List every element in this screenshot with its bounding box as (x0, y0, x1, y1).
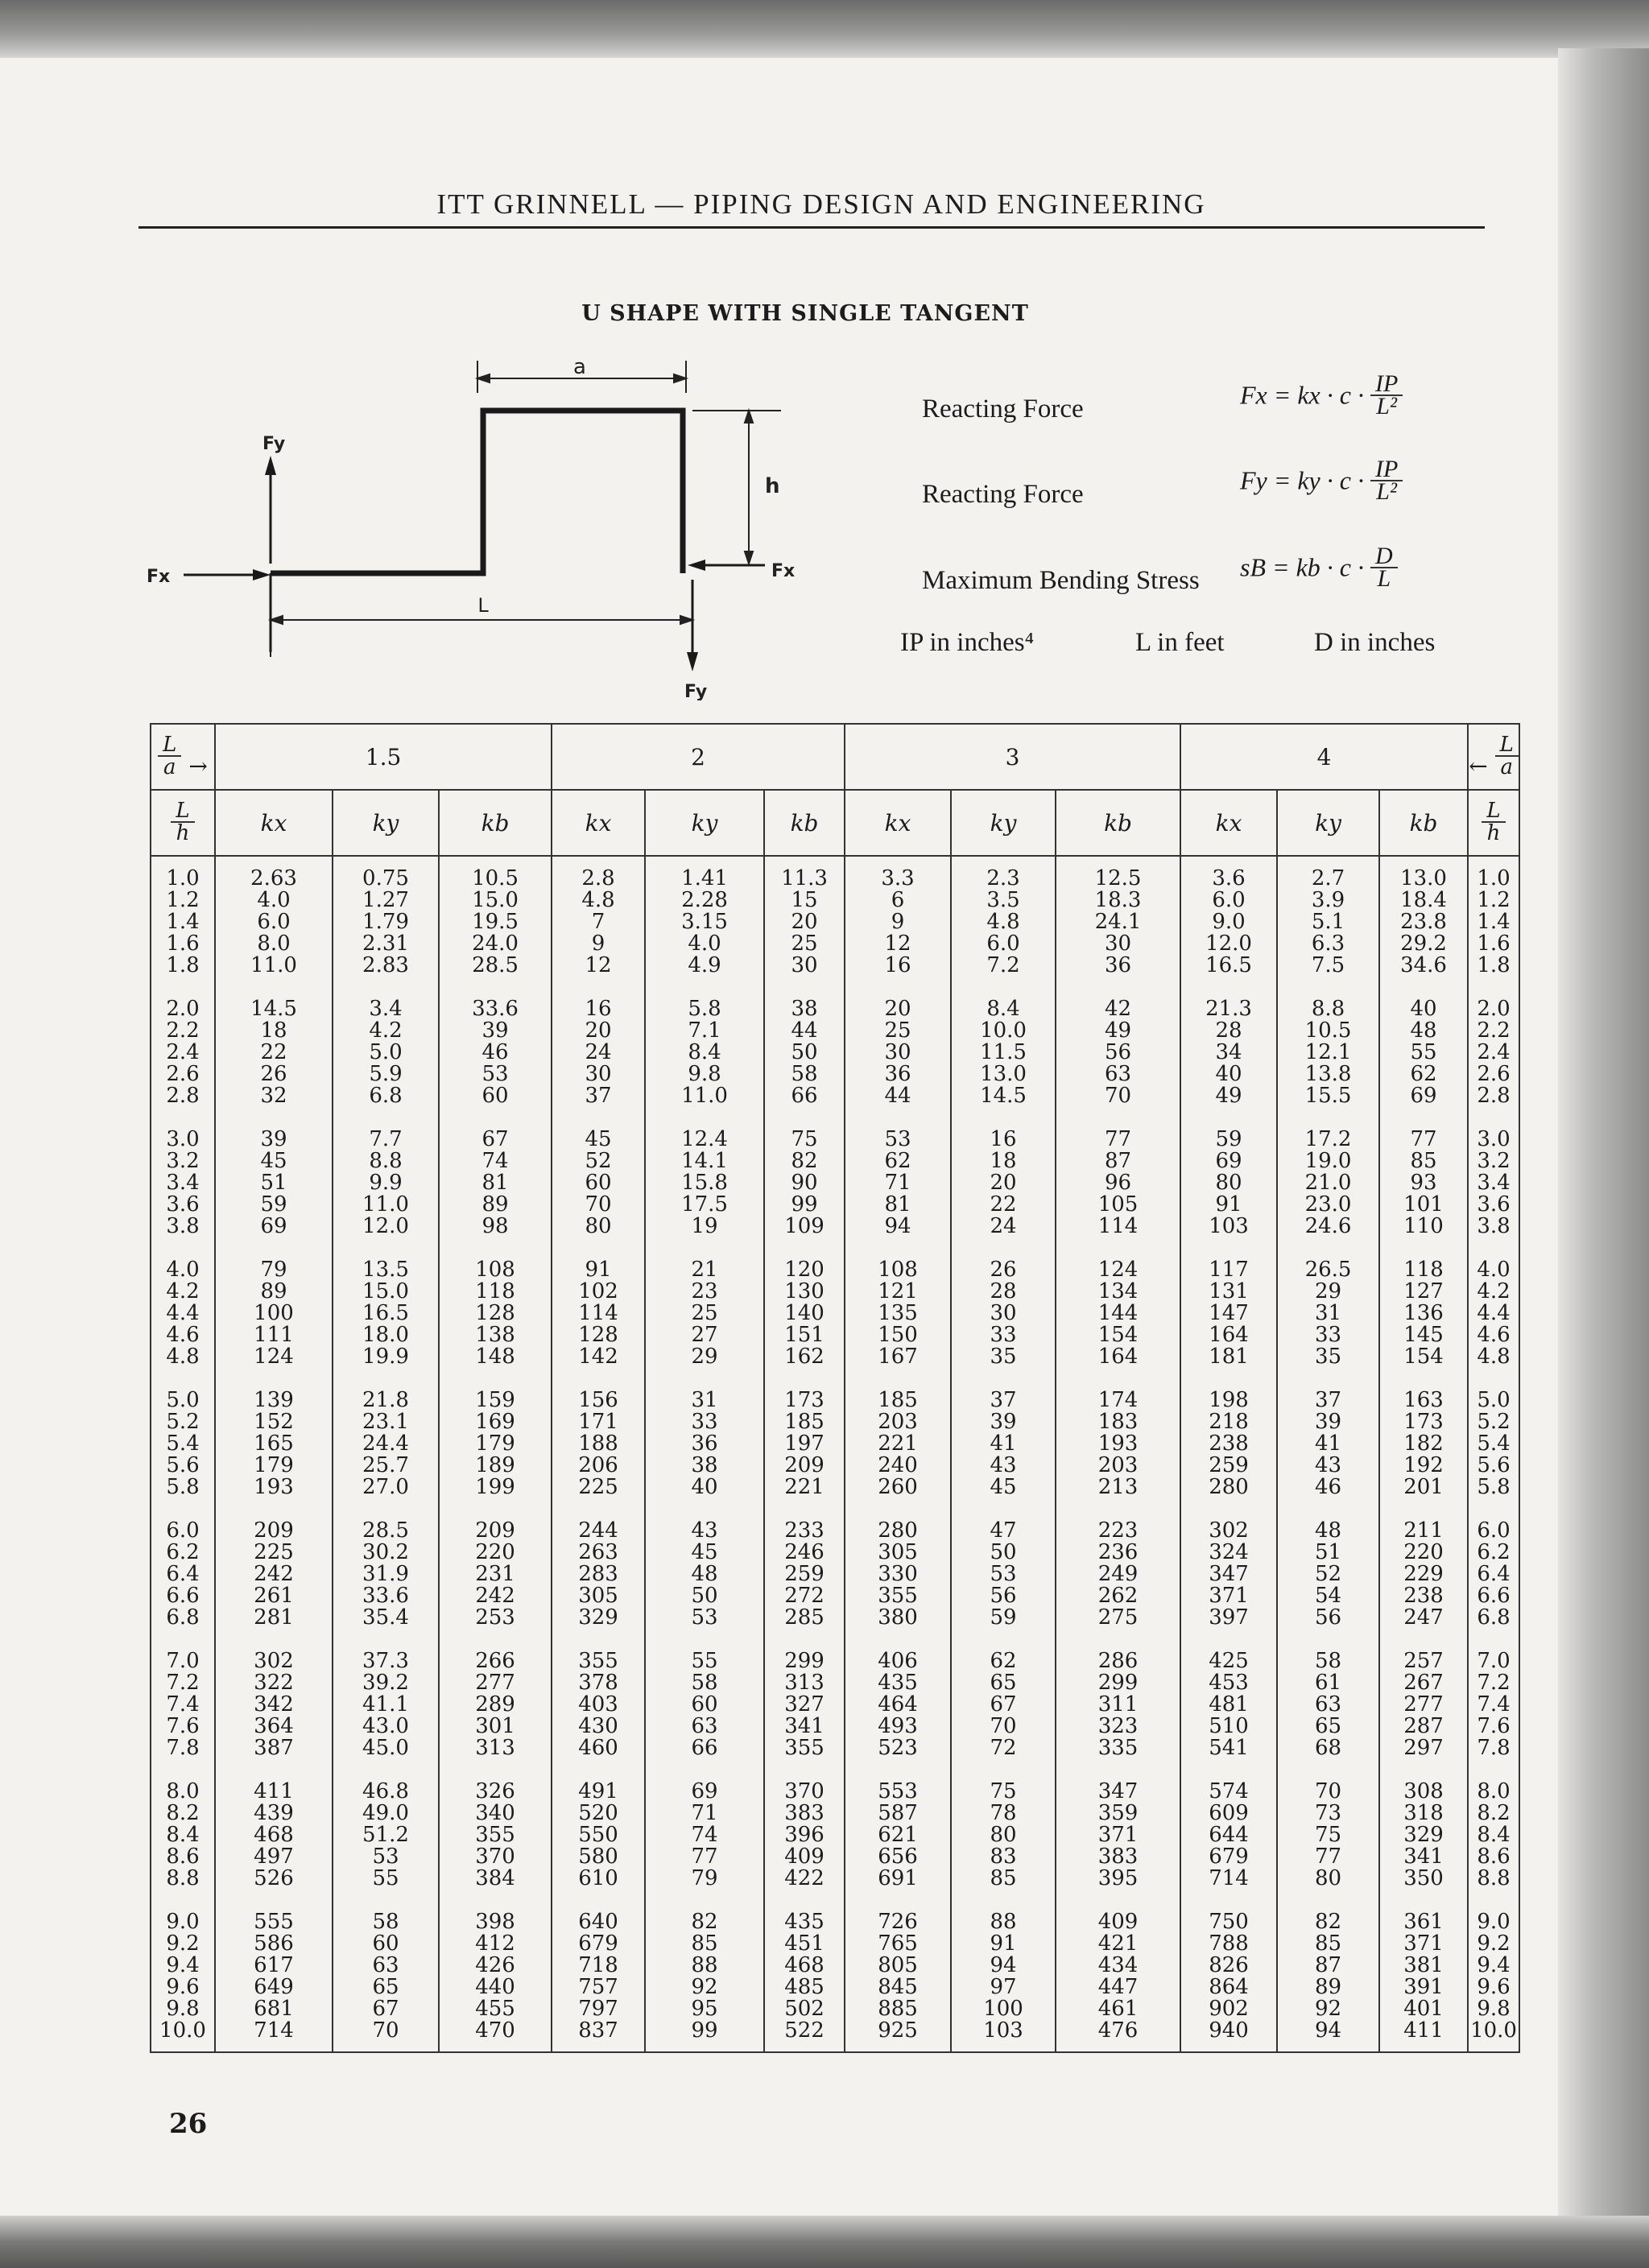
value-group: 4.0 4.2 4.4 4.6 4.8 (1477, 1258, 1511, 1369)
value-group: 8.8 10.5 12.1 13.8 15.5 (1304, 997, 1352, 1108)
value-group: 42 49 56 63 70 (1104, 997, 1132, 1108)
value-group: 370 383 396 409 422 (784, 1779, 824, 1890)
col-head-ky: ky (333, 790, 439, 856)
group-header-4: 4 (1180, 724, 1468, 790)
value-group: 45 52 60 70 80 (585, 1127, 612, 1238)
unit-ip: IP in inches⁴ (900, 628, 1035, 657)
value-group: 77 85 93 101 110 (1403, 1127, 1444, 1238)
value-group: 70 73 75 77 80 (1314, 1779, 1342, 1890)
value-group: 6.0 6.2 6.4 6.6 6.8 (166, 1518, 200, 1630)
data-column (1056, 856, 1180, 2052)
value-group: 38 44 50 58 66 (791, 997, 818, 1108)
force-fx-right-label: Fx (771, 561, 796, 581)
value-group: 79 89 100 111 124 (254, 1258, 294, 1369)
value-group: 159 169 179 189 199 (475, 1388, 515, 1499)
col-head-kx: kx (215, 790, 333, 856)
value-group: 726 765 805 845 885 925 (878, 1910, 918, 2043)
value-group: 9.0 9.2 9.4 9.6 9.8 10.0 (1470, 1910, 1517, 2043)
header-rule (138, 226, 1485, 229)
data-column (845, 856, 951, 2052)
value-group: 286 299 311 323 335 (1097, 1649, 1139, 1760)
value-group: 156 171 188 206 225 (578, 1388, 618, 1499)
value-group: 7.7 8.8 9.9 11.0 12.0 (362, 1127, 409, 1238)
value-group: 2.3 3.5 4.8 6.0 7.2 (986, 866, 1020, 977)
value-group: 244 263 283 305 329 (578, 1518, 618, 1630)
page-number: 26 (169, 2108, 208, 2140)
value-group: 139 152 165 179 193 (254, 1388, 294, 1499)
value-group: 209 220 231 242 253 (475, 1518, 515, 1630)
value-group: 17.2 19.0 21.0 23.0 24.6 (1304, 1127, 1352, 1238)
value-group: 7.0 7.2 7.4 7.6 7.8 (166, 1649, 200, 1760)
value-group: 198 218 238 259 280 (1209, 1388, 1249, 1499)
data-column (1277, 856, 1379, 2052)
value-group: 59 69 80 91 103 (1209, 1127, 1249, 1238)
value-group: 3.0 3.2 3.4 3.6 3.8 (166, 1127, 200, 1238)
value-group: 82 85 87 89 92 94 (1314, 1910, 1342, 2043)
value-group: 13.5 15.0 16.5 18.0 19.9 (362, 1258, 409, 1369)
value-group: 3.0 3.2 3.4 3.6 3.8 (1477, 1127, 1511, 1238)
value-group: 26.5 29 31 33 35 (1304, 1258, 1352, 1369)
value-group: 5.0 5.2 5.4 5.6 5.8 (1477, 1388, 1511, 1499)
data-column (333, 856, 439, 2052)
value-group: 26 28 30 33 35 (990, 1258, 1017, 1369)
value-group: 124 134 144 154 164 (1097, 1258, 1139, 1369)
dim-a-label: a (573, 355, 586, 379)
col-head-kb: kb (1379, 790, 1468, 856)
value-group: 425 453 481 510 541 (1209, 1649, 1249, 1760)
value-group: 31 33 36 38 40 (691, 1388, 718, 1499)
value-group: 1.41 2.28 3.15 4.0 4.9 (681, 866, 728, 977)
figure-title: U SHAPE WITH SINGLE TANGENT (581, 301, 1029, 326)
value-group: 326 340 355 370 384 (475, 1779, 515, 1890)
value-group: 435 451 468 485 502 522 (784, 1910, 824, 2043)
table-body (151, 856, 1519, 2052)
col-head-kb: kb (1056, 790, 1180, 856)
value-group: 28.5 30.2 31.9 33.6 35.4 (362, 1518, 409, 1630)
value-group: 5.0 5.2 5.4 5.6 5.8 (166, 1388, 200, 1499)
value-group: 58 61 63 65 68 (1314, 1649, 1342, 1760)
value-group: 211 220 229 238 247 (1403, 1518, 1444, 1630)
col-head-ky: ky (1277, 790, 1379, 856)
value-group: 302 322 342 364 387 (254, 1649, 294, 1760)
value-group: 55 58 60 63 66 (691, 1649, 718, 1760)
coefficient-table (150, 723, 1520, 2053)
value-group: 37 39 41 43 46 (1314, 1388, 1342, 1499)
value-group: 120 130 140 151 162 (784, 1258, 824, 1369)
data-column (645, 856, 764, 2052)
value-group: 2.8 4.8 7 9 12 (581, 866, 615, 977)
value-group: 21.8 23.1 24.4 25.7 27.0 (362, 1388, 409, 1499)
value-group: 409 421 434 447 461 476 (1097, 1910, 1139, 2043)
value-group: 39 45 51 59 69 (260, 1127, 287, 1238)
value-group: 67 74 81 89 98 (481, 1127, 509, 1238)
value-group: 91 102 114 128 142 (578, 1258, 618, 1369)
value-group: 21 23 25 27 29 (691, 1258, 718, 1369)
value-group: 14.5 18 22 26 32 (250, 997, 297, 1108)
lh-column (151, 856, 215, 2052)
value-group: 299 313 327 341 355 (784, 1649, 824, 1760)
corner-l-over-a-right: ← $\frac{L}{a}$ (1468, 724, 1519, 790)
value-group: 174 183 193 203 213 (1097, 1388, 1139, 1499)
value-group: 0.75 1.27 1.79 2.31 2.83 (362, 866, 409, 977)
value-group: 11.3 15 20 25 30 (781, 866, 828, 977)
unit-l: L in feet (1135, 628, 1225, 657)
formula-fx-label: Reacting Force (922, 395, 1084, 423)
lh-column-right (1468, 856, 1519, 2052)
col-head-kx: kx (1180, 790, 1277, 856)
value-group: 355 378 403 430 460 (578, 1649, 618, 1760)
value-group: 750 788 826 864 902 940 (1209, 1910, 1249, 2043)
formula-fy-label: Reacting Force (922, 480, 1084, 509)
value-group: 574 609 644 679 714 (1209, 1779, 1249, 1890)
value-group: 266 277 289 301 313 (475, 1649, 515, 1760)
value-group: 47 50 53 56 59 (990, 1518, 1017, 1630)
value-group: 77 87 96 105 114 (1097, 1127, 1139, 1238)
value-group: 62 65 67 70 72 (990, 1649, 1017, 1760)
corner-l-over-a: $\frac{L}{a}$ → (151, 724, 215, 790)
value-group: 3.4 4.2 5.0 5.9 6.8 (369, 997, 403, 1108)
value-group: 75 78 80 83 85 (990, 1779, 1017, 1890)
scan-top-edge (0, 0, 1649, 56)
value-group: 16 18 20 22 24 (990, 1127, 1017, 1238)
value-group: 16 20 24 30 37 (585, 997, 612, 1108)
value-group: 6.0 6.2 6.4 6.6 6.8 (1477, 1518, 1511, 1630)
value-group: 302 324 347 371 397 (1209, 1518, 1249, 1630)
value-group: 209 225 242 261 281 (254, 1518, 294, 1630)
value-group: 8.0 8.2 8.4 8.6 8.8 (166, 1779, 200, 1890)
formula-sb: sB = kb · c · $\frac{D}{L}$ (1240, 546, 1398, 589)
data-column (951, 856, 1056, 2052)
value-group: 640 679 718 757 797 837 (578, 1910, 618, 2043)
value-group: 2.7 3.9 5.1 6.3 7.5 (1311, 866, 1345, 977)
formula-fx: Fx = kx · c · $\frac{IP}{\text{L²}}$ (1240, 374, 1403, 417)
value-group: 2.0 2.2 2.4 2.6 2.8 (166, 997, 200, 1108)
col-head-kx: kx (552, 790, 645, 856)
value-group: 88 91 94 97 100 103 (983, 1910, 1023, 2043)
value-group: 5.8 7.1 8.4 9.8 11.0 (681, 997, 728, 1108)
dim-h-label: h (765, 474, 780, 498)
force-fy-bottom-label: Fy (684, 682, 708, 700)
book-binding-edge (1558, 48, 1649, 2222)
value-group: 118 127 136 145 154 (1403, 1258, 1444, 1369)
value-group: 108 121 135 150 167 (878, 1258, 918, 1369)
value-group: 20 25 30 36 44 (884, 997, 911, 1108)
value-group: 117 131 147 164 181 (1209, 1258, 1249, 1369)
value-group: 1.0 1.2 1.4 1.6 1.8 (166, 866, 200, 977)
value-group: 82 85 88 92 95 99 (691, 1910, 718, 2043)
group-header-1-5: 1.5 (215, 724, 552, 790)
value-group: 398 412 426 440 455 470 (475, 1910, 515, 2043)
value-group: 108 118 128 138 148 (475, 1258, 515, 1369)
value-group: 163 173 182 192 201 (1403, 1388, 1444, 1499)
value-group: 347 359 371 383 395 (1097, 1779, 1139, 1890)
value-group: 69 71 74 77 79 (691, 1779, 718, 1890)
value-group: 553 587 621 656 691 (878, 1779, 918, 1890)
value-group: 33.6 39 46 53 60 (472, 997, 519, 1108)
value-group: 411 439 468 497 526 (254, 1779, 294, 1890)
formula-fy: Fy = ky · c · $\frac{IP}{\text{L²}}$ (1240, 459, 1403, 502)
data-column (764, 856, 845, 2052)
value-group: 7.0 7.2 7.4 7.6 7.8 (1477, 1649, 1511, 1760)
value-group: 8.4 10.0 11.5 13.0 14.5 (980, 997, 1027, 1108)
value-group: 361 371 381 391 401 411 (1403, 1910, 1444, 2043)
value-group: 48 51 52 54 56 (1314, 1518, 1342, 1630)
value-group: 58 60 63 65 67 70 (372, 1910, 399, 2043)
value-group: 2.0 2.2 2.4 2.6 2.8 (1477, 997, 1511, 1108)
value-group: 280 305 330 355 380 (878, 1518, 918, 1630)
col-head-kx: kx (845, 790, 951, 856)
value-group: 3.6 6.0 9.0 12.0 16.5 (1205, 866, 1252, 977)
data-column (552, 856, 645, 2052)
group-header-3: 3 (845, 724, 1180, 790)
value-group: 37.3 39.2 41.1 43.0 45.0 (362, 1649, 409, 1760)
col-head-ky: ky (951, 790, 1056, 856)
value-group: 37 39 41 43 45 (990, 1388, 1017, 1499)
data-column (1379, 856, 1468, 2052)
force-fx-left-label: Fx (147, 567, 171, 587)
scan-bottom-edge (0, 2216, 1649, 2268)
col-head-kb: kb (764, 790, 845, 856)
value-group: 233 246 259 272 285 (784, 1518, 824, 1630)
running-header: ITT GRINNELL — PIPING DESIGN AND ENGINEERING (436, 188, 1206, 220)
value-group: 12.4 14.1 15.8 17.5 19 (681, 1127, 728, 1238)
value-group: 53 62 71 81 94 (884, 1127, 911, 1238)
value-group: 46.8 49.0 51.2 53 55 (362, 1779, 409, 1890)
value-group: 223 236 249 262 275 (1097, 1518, 1139, 1630)
value-group: 12.5 18.3 24.1 30 36 (1094, 866, 1142, 977)
value-group: 257 267 277 287 297 (1403, 1649, 1444, 1760)
value-group: 9.0 9.2 9.4 9.6 9.8 10.0 (159, 1910, 206, 2043)
data-column (215, 856, 333, 2052)
value-group: 43 45 48 50 53 (691, 1518, 718, 1630)
dim-l-label: L (477, 594, 489, 617)
data-column (439, 856, 552, 2052)
value-group: 10.5 15.0 19.5 24.0 28.5 (472, 866, 519, 977)
value-group: 40 48 55 62 69 (1410, 997, 1437, 1108)
value-group: 185 203 221 240 260 (878, 1388, 918, 1499)
value-group: 8.0 8.2 8.4 8.6 8.8 (1477, 1779, 1511, 1890)
col-head-ky: ky (645, 790, 764, 856)
value-group: 4.0 4.2 4.4 4.6 4.8 (166, 1258, 200, 1369)
force-fy-top-label: Fy (262, 434, 286, 454)
corner-l-over-h: $\frac{L}{h}$ (151, 790, 215, 856)
formula-sb-label: Maximum Bending Stress (922, 566, 1200, 595)
value-group: 3.3 6 9 12 16 (881, 866, 915, 977)
group-header-2: 2 (552, 724, 845, 790)
u-shape-diagram (129, 346, 853, 700)
col-head-kb: kb (439, 790, 552, 856)
value-group: 406 435 464 493 523 (878, 1649, 918, 1760)
data-column (1180, 856, 1277, 2052)
value-group: 21.3 28 34 40 49 (1205, 997, 1252, 1108)
value-group: 13.0 18.4 23.8 29.2 34.6 (1400, 866, 1447, 977)
unit-d: D in inches (1314, 628, 1436, 657)
value-group: 2.63 4.0 6.0 8.0 11.0 (250, 866, 297, 977)
value-group: 75 82 90 99 109 (784, 1127, 824, 1238)
value-group: 491 520 550 580 610 (578, 1779, 618, 1890)
value-group: 555 586 617 649 681 714 (254, 1910, 294, 2043)
value-group: 1.0 1.2 1.4 1.6 1.8 (1477, 866, 1511, 977)
corner-l-over-h-right: $\frac{L}{h}$ (1468, 790, 1519, 856)
value-group: 308 318 329 341 350 (1403, 1779, 1444, 1890)
value-group: 173 185 197 209 221 (784, 1388, 824, 1499)
